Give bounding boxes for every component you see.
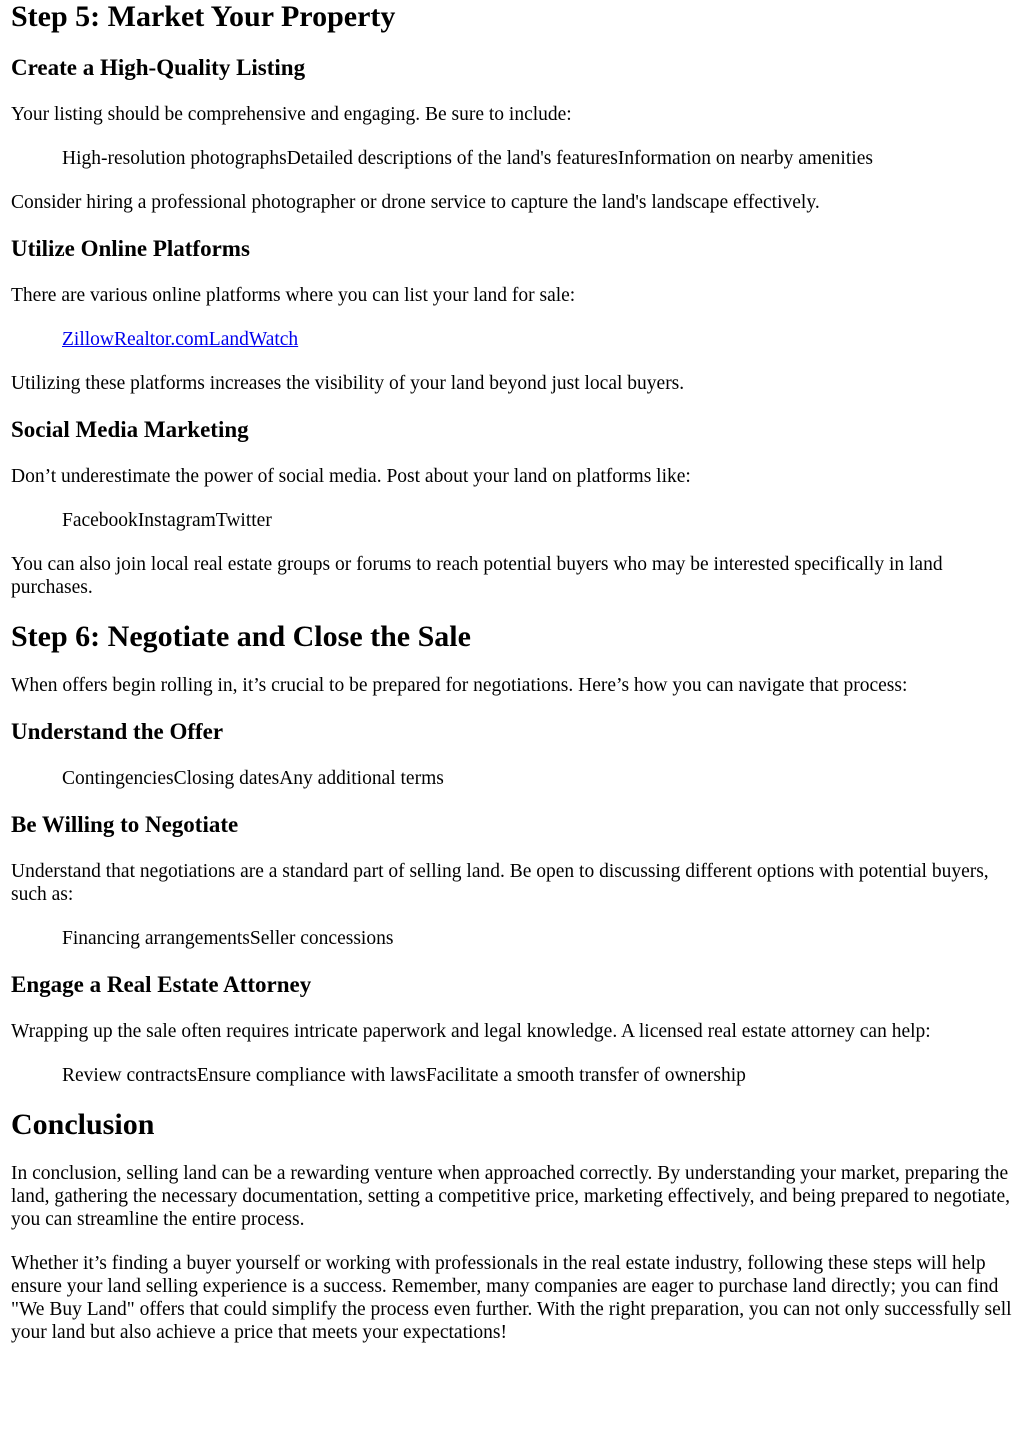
list-item: Facebook (62, 510, 138, 531)
online-heading: Utilize Online Platforms (11, 236, 250, 261)
attorney-heading: Engage a Real Estate Attorney (11, 972, 312, 997)
list-item: Twitter (215, 510, 272, 531)
list-item: High-resolution photographs (62, 148, 287, 169)
step6-title: Step 6: Negotiate and Close the Sale (11, 620, 471, 653)
listing-items (62, 147, 1013, 170)
social-heading: Social Media Marketing (11, 417, 249, 442)
list-item: Closing dates (173, 768, 280, 789)
online-intro: There are various online platforms where you can list your land for sale: (11, 285, 576, 306)
list-item: Instagram (137, 510, 216, 531)
platform-links (62, 328, 1013, 351)
link-zillow[interactable]: Zillow (62, 329, 114, 350)
negotiate-heading: Be Willing to Negotiate (11, 812, 239, 837)
negotiate-intro: Understand that negotiations are a standard part of selling land. Be open to discussing different options with potential buyers, such as: (11, 861, 989, 905)
social-items (62, 509, 1013, 532)
list-item: Facilitate a smooth transfer of ownership (425, 1065, 746, 1086)
online-note: Utilizing these platforms increases the visibility of your land beyond just local buyers. (11, 373, 685, 394)
listing-intro: Your listing should be comprehensive and engaging. Be sure to include: (11, 104, 572, 125)
list-item: Ensure compliance with laws (196, 1065, 426, 1086)
conclusion-title: Conclusion (11, 1108, 155, 1141)
social-intro: Don’t underestimate the power of social media. Post about your land on platforms like: (11, 466, 691, 487)
list-item: Review contracts (62, 1065, 197, 1086)
list-item: Any additional terms (279, 768, 444, 789)
link-realtor[interactable]: Realtor.com (114, 329, 209, 350)
list-item: Information on nearby amenities (617, 148, 873, 169)
conclusion-paragraph-2: Whether it’s finding a buyer yourself or working with professionals in the real estate industry, following these steps will help ensure your land selling experience is a success. Remember, many companies are eager to purchase land directly; you can find "We Buy Land" offers that could simplify the process even further. With the right preparation, you can not only successfully sell your land but also achieve a price that meets your expectations! (11, 1253, 1012, 1343)
offer-heading: Understand the Offer (11, 719, 224, 744)
link-landwatch[interactable]: LandWatch (208, 329, 299, 350)
list-item: Detailed descriptions of the land's features (286, 148, 618, 169)
step6-intro: When offers begin rolling in, it’s crucial to be prepared for negotiations. Here’s how you can navigate that process: (11, 675, 908, 696)
list-item: Seller concessions (249, 928, 394, 949)
step5-title: Step 5: Market Your Property (11, 0, 396, 33)
attorney-items (62, 1064, 1013, 1087)
listing-heading: Create a High-Quality Listing (11, 55, 306, 80)
social-note: You can also join local real estate groups or forums to reach potential buyers who may be interested specifically in land purchases. (11, 554, 943, 598)
conclusion-paragraph-1: In conclusion, selling land can be a rewarding venture when approached correctly. By understanding your market, preparing the land, gathering the necessary documentation, setting a competitive price, marketing effectively, and being prepared to negotiate, you can streamline the entire process. (11, 1163, 1011, 1230)
offer-items (62, 767, 1013, 790)
list-item: Financing arrangements (62, 928, 250, 949)
negotiate-items (62, 927, 1013, 950)
attorney-intro: Wrapping up the sale often requires intricate paperwork and legal knowledge. A licensed real estate attorney can help: (11, 1021, 931, 1042)
listing-note: Consider hiring a professional photographer or drone service to capture the land's landscape effectively. (11, 192, 820, 213)
list-item: Contingencies (62, 768, 174, 789)
